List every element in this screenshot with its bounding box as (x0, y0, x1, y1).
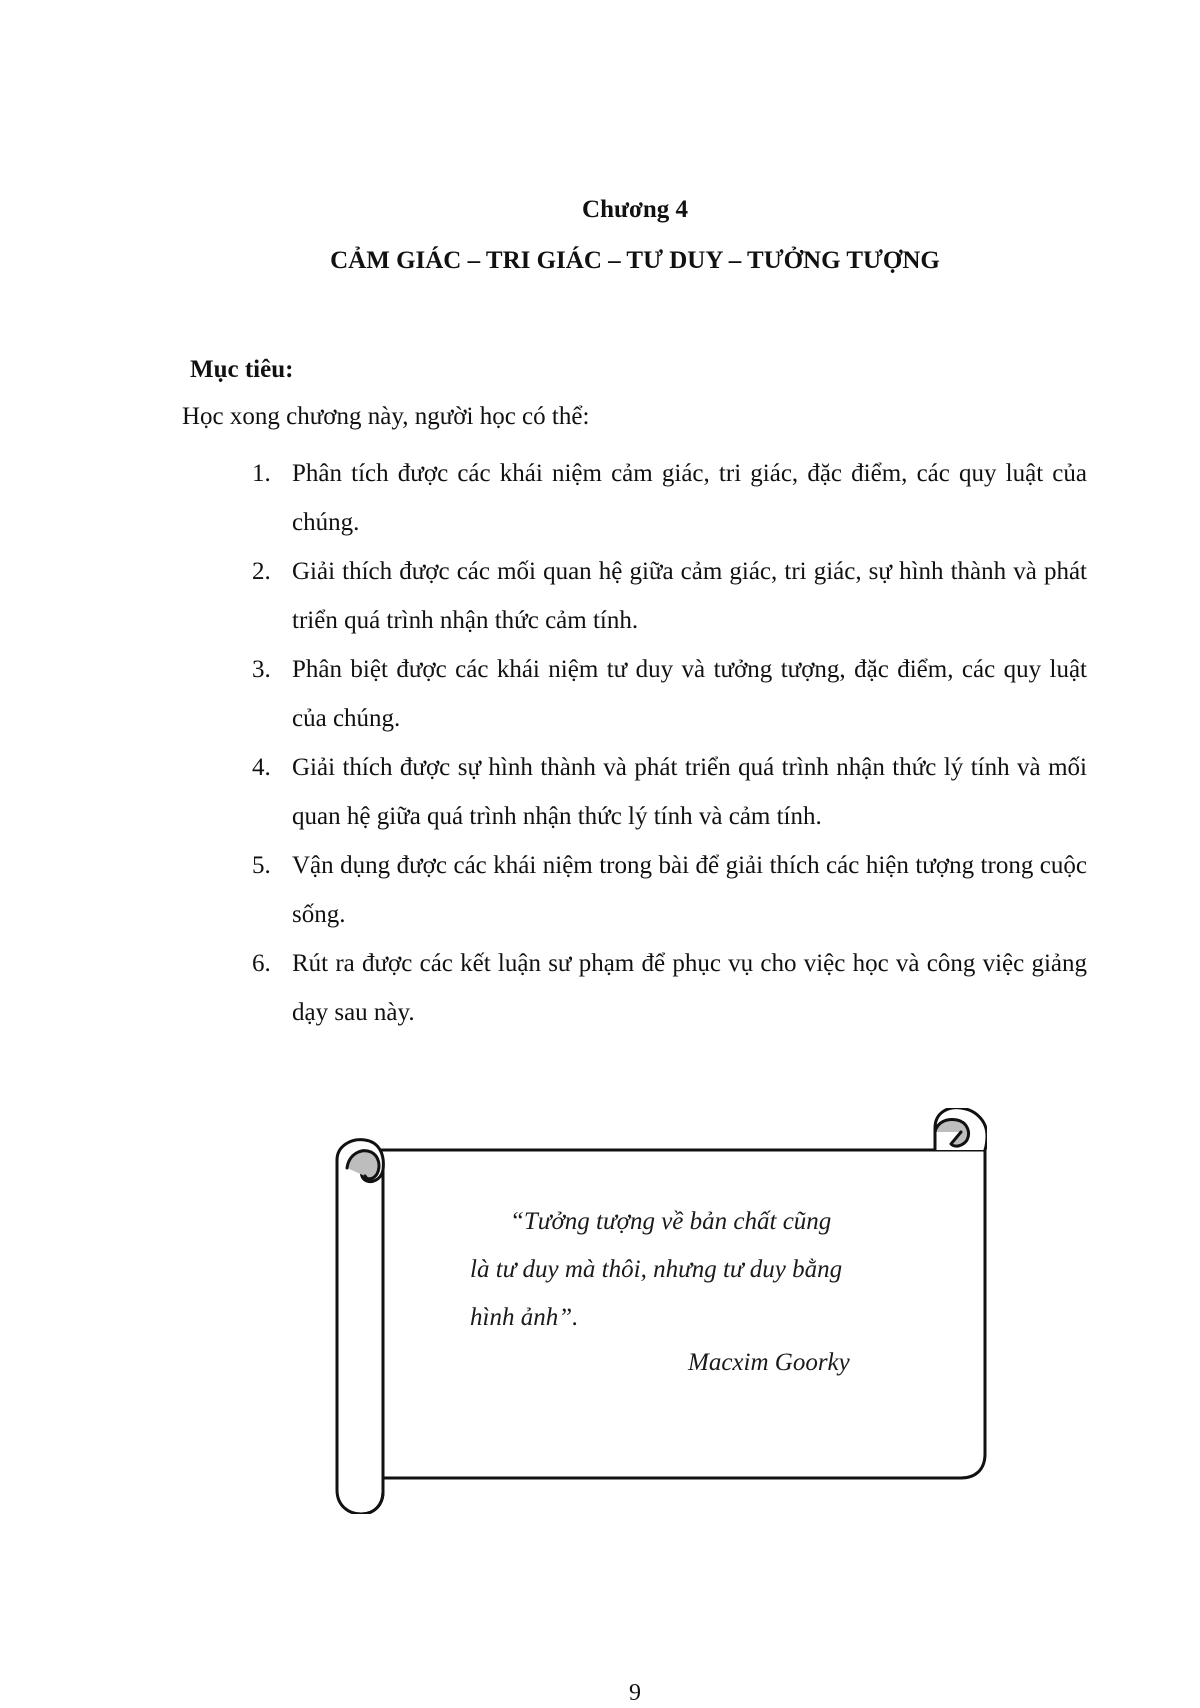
page-number: 9 (629, 1680, 641, 1706)
objective-number: 5. (252, 852, 271, 879)
quote-text (470, 1198, 893, 1342)
quote-author: Macxim Goorky (688, 1349, 850, 1376)
objective-item (252, 743, 1087, 841)
objective-number: 3. (252, 656, 271, 683)
quote-line: hình ảnh”. (470, 1304, 579, 1331)
quote-line: “Tưởng tượng về bản chất cũng (510, 1208, 832, 1235)
objective-text: Rút ra được các kết luận sư phạm để phục vụ cho việc học và công việc giảng dạy sau này. (292, 950, 1087, 1026)
objective-text: Giải thích được các mối quan hệ giữa cảm giác, tri giác, sự hình thành và phát triển quá trình nhận thức cảm tính. (292, 558, 1087, 634)
objective-text: Vận dụng được các khái niệm trong bài để giải thích các hiện tượng trong cuộc sống. (292, 852, 1087, 928)
objective-text: Phân tích được các khái niệm cảm giác, tri giác, đặc điểm, các quy luật của chúng. (292, 460, 1087, 536)
objective-text: Phân biệt được các khái niệm tư duy và tưởng tượng, đặc điểm, các quy luật của chúng. (292, 656, 1087, 732)
objectives-list (252, 449, 1087, 1037)
objectives-heading: Mục tiêu: (190, 356, 294, 383)
objective-item (252, 645, 1087, 743)
objective-item (252, 449, 1087, 547)
objectives-intro: Học xong chương này, người học có thể: (182, 403, 590, 430)
objective-item (252, 547, 1087, 645)
objective-item (252, 939, 1087, 1037)
objective-number: 1. (252, 460, 271, 487)
quote-line: là tư duy mà thôi, nhưng tư duy bằng (470, 1256, 843, 1283)
objective-text: Giải thích được sự hình thành và phát triển quá trình nhận thức lý tính và mối quan hệ giữa quá trình nhận thức lý tính và cảm tính. (292, 754, 1087, 830)
objective-number: 2. (252, 558, 271, 585)
objective-number: 4. (252, 754, 271, 781)
chapter-title: CẢM GIÁC – TRI GIÁC – TƯ DUY – TƯỞNG TƯỢNG (330, 247, 940, 274)
chapter-label: Chương 4 (582, 196, 688, 223)
objective-item (252, 841, 1087, 939)
objective-number: 6. (252, 950, 271, 977)
